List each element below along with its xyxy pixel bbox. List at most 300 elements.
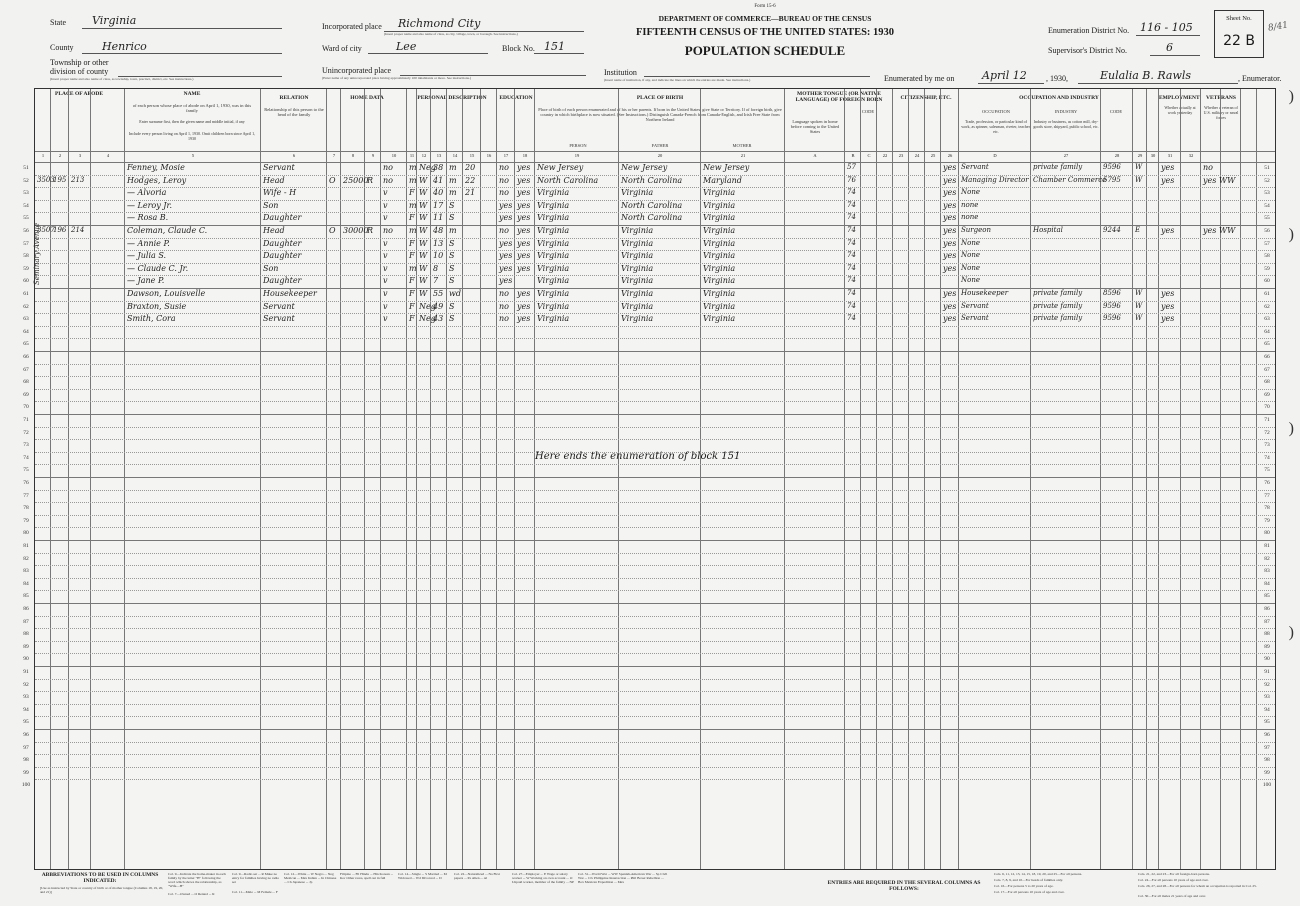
- cell-vet: yes WW: [1203, 175, 1236, 185]
- line-number-right: 73: [1264, 442, 1270, 449]
- column-number: 3: [78, 153, 82, 158]
- cell-bp: Virginia: [537, 276, 570, 286]
- cell-race: W: [419, 188, 428, 198]
- abbrev-col9: Col. 9—Indicate the home-maker in each family by the letter "H" following the word which shows the relationship, as "Wife—H": [168, 872, 226, 888]
- cell-fam: 214: [71, 226, 85, 234]
- cell-fam: 213: [71, 175, 85, 184]
- line-number-right: 87: [1264, 618, 1270, 625]
- cell-eng: yes: [943, 238, 957, 248]
- line-number-left: 80: [23, 530, 29, 537]
- row-rule: [35, 691, 1275, 692]
- cell-mar: m: [449, 175, 457, 185]
- cell-tcode: 74: [847, 301, 856, 310]
- cell-work: yes: [1161, 314, 1175, 324]
- cell-eng: yes: [943, 263, 957, 273]
- enumerator-name: Eulalia B. Rawls: [1100, 69, 1192, 82]
- line-number-left: 73: [23, 442, 29, 449]
- line-number-right: 60: [1264, 278, 1270, 285]
- cell-cls: W: [1135, 175, 1143, 184]
- line-number-right: 97: [1264, 744, 1270, 751]
- sheet-label: Sheet No.: [1226, 15, 1252, 22]
- cell-farm: v: [383, 289, 388, 298]
- cell-work: yes: [1161, 175, 1175, 185]
- department: DEPARTMENT OF COMMERCE—BUREAU OF THE CENSUS: [658, 14, 872, 23]
- relation-description: Relationship of this person to the head of the family: [264, 107, 324, 117]
- entries-5: Cols. 21, 22, and 23—For all foreign-born persons.: [1138, 872, 1210, 876]
- cell-house: 195: [53, 175, 67, 184]
- birth-description: Place of birth of each person enumerated and of his or her parents. If born in the United States, give State or Territory. If of foreign birth, give country in which birthplace is now situated. (See Instructions.) Distinguish Canada-French from Canada-English, and Irish Free State from Northern Ireland: [538, 107, 782, 122]
- cell-sch: yes: [499, 251, 513, 261]
- line-number-left: 100: [21, 782, 31, 789]
- column-rule: [844, 89, 845, 869]
- tongue-description: Language spoken in home before coming to the United States: [790, 119, 840, 134]
- line-number-right: 91: [1264, 669, 1270, 675]
- cell-mar: S: [449, 276, 455, 286]
- cell-eng: yes: [943, 200, 957, 210]
- group-veterans: VETERANS: [1206, 95, 1236, 101]
- occupation-header: OCCUPATION: [981, 109, 1011, 114]
- row-rule: [35, 238, 1275, 239]
- cell-occ: None: [961, 188, 980, 197]
- cell-cls: W: [1135, 314, 1143, 323]
- cell-ind: Chamber Commerce: [1033, 175, 1107, 184]
- cell-bpf: Virginia: [621, 226, 654, 235]
- column-rule: [892, 89, 893, 869]
- line-number-right: 75: [1264, 467, 1270, 474]
- row-rule: [35, 376, 1275, 377]
- row-rule: [35, 338, 1275, 339]
- cell-ocode: 9596: [1103, 314, 1121, 323]
- column-number: 14: [452, 153, 458, 158]
- column-rule: [1180, 89, 1181, 869]
- line-number-right: 67: [1264, 366, 1270, 373]
- cell-mar: S: [449, 301, 455, 311]
- cell-radio: R: [367, 175, 374, 185]
- row-rule: [35, 288, 1275, 289]
- cell-name: — Jane P.: [127, 276, 165, 286]
- column-number: 24: [914, 153, 920, 158]
- line-number-left: 93: [23, 694, 29, 701]
- industry-header: INDUSTRY: [1054, 109, 1078, 114]
- entries-3: Col. 16—For persons 5 to 20 years of age.: [994, 884, 1054, 888]
- cell-bpm: Virginia: [703, 263, 736, 273]
- birth-mother-header: MOTHER: [732, 143, 752, 148]
- cell-own: O: [329, 226, 336, 235]
- cell-age: 13: [433, 238, 444, 248]
- cell-occ: None: [961, 251, 980, 260]
- cell-work: yes: [1161, 289, 1175, 298]
- cell-read: yes: [517, 200, 531, 210]
- cell-sch: yes: [499, 263, 513, 273]
- cell-ocode: 9244: [1103, 226, 1121, 234]
- line-number-left: 74: [23, 454, 29, 461]
- line-number-left: 65: [23, 341, 29, 348]
- row-rule: [35, 502, 1275, 503]
- row-rule: [35, 653, 1275, 654]
- cell-rel: Servant: [263, 314, 295, 324]
- cell-bp: Virginia: [537, 301, 570, 311]
- line-number-left: 89: [23, 643, 29, 650]
- column-rule: [940, 89, 941, 869]
- line-number-right: 88: [1264, 631, 1270, 638]
- line-number-right: 98: [1264, 757, 1270, 764]
- cell-bpf: Virginia: [621, 251, 654, 261]
- cell-occ: Servant: [961, 314, 989, 323]
- line-number-left: 99: [23, 769, 29, 776]
- cell-bpm: Maryland: [703, 175, 742, 185]
- line-number-right: 96: [1264, 732, 1270, 738]
- cell-sch: yes: [499, 238, 513, 248]
- line-number-left: 62: [23, 303, 29, 310]
- row-rule: [35, 313, 1275, 314]
- cell-tcode: 74: [847, 238, 856, 247]
- row-rule: [35, 250, 1275, 251]
- cell-tcode: 74: [847, 289, 856, 297]
- row-rule: [35, 477, 1275, 478]
- cell-name: — Rosa B.: [127, 213, 169, 223]
- abbrev-col31: Col. 31—World War ... WW Spanish-American War ... Sp Civil War ... Civ Philippine Insurrection ... Phil Boxer Rebellion ... Box Mexican Expedition ... Mex: [578, 872, 668, 884]
- group-home-data: HOME DATA: [350, 95, 384, 101]
- cell-race: W: [419, 213, 428, 223]
- cell-read: yes: [517, 263, 531, 273]
- cell-sex: F: [409, 188, 415, 198]
- cell-tcode: 74: [847, 251, 856, 260]
- line-number-right: 79: [1264, 517, 1270, 524]
- row-rule: [35, 704, 1275, 705]
- line-number-left: 58: [23, 253, 29, 260]
- enum-date: April 12: [982, 69, 1027, 82]
- column-rule: [876, 89, 877, 869]
- row-rule: [35, 742, 1275, 743]
- abbrev-title: ABBREVIATIONS TO BE USED IN COLUMNS INDICATED:: [41, 872, 159, 884]
- line-number-left: 75: [23, 467, 29, 474]
- column-rule: [462, 89, 463, 869]
- cell-race: W: [419, 175, 428, 185]
- cell-sex: m: [409, 226, 417, 235]
- line-number-right: 63: [1264, 316, 1270, 323]
- abbrev-col7: Col. 7—Owned ... O Rented ... R: [168, 892, 215, 896]
- cell-cls: E: [1135, 226, 1141, 234]
- line-number-right: 90: [1264, 656, 1270, 663]
- cell-sch: yes: [499, 200, 513, 210]
- cell-farm: v: [383, 251, 388, 261]
- cell-rel: Wife - H: [263, 188, 297, 198]
- cell-race: W: [419, 289, 428, 298]
- line-number-left: 88: [23, 631, 29, 638]
- column-rule: [534, 89, 535, 869]
- cell-sch: no: [499, 188, 509, 198]
- abbrev-col12: Col. 12—White ... W Negro ... Neg Mexican ... Mex Indian ... In Chinese ... Ch Japanese ... Jp: [284, 872, 337, 884]
- cell-read: yes: [517, 163, 531, 172]
- cell-agm: 20: [465, 163, 476, 172]
- cell-age: 41: [433, 175, 444, 185]
- cell-tcode: 76: [847, 175, 856, 184]
- entries-8: Col. 30—For all males 21 years of age and over.: [1138, 894, 1206, 898]
- cell-bpf: Virginia: [621, 276, 654, 286]
- sup-district-label: Supervisor's District No.: [1048, 46, 1127, 55]
- cell-tcode: 74: [847, 276, 856, 285]
- cell-sex: F: [409, 276, 415, 286]
- line-number-right: 54: [1264, 202, 1270, 209]
- cell-tcode: 57: [847, 163, 856, 171]
- column-rule: [380, 89, 381, 869]
- abbrev-col11: Col. 11—Male ... M Female ... F: [232, 890, 278, 894]
- cell-mar: S: [449, 263, 455, 273]
- cell-race: W: [419, 226, 428, 235]
- line-number-left: 55: [23, 215, 29, 222]
- name-instruction-2: Include every person living on April 1, 1930. Omit children born since April 1, 1930: [128, 131, 256, 141]
- cell-read: yes: [517, 289, 531, 298]
- cell-tcode: 74: [847, 263, 856, 272]
- cell-house: 196: [53, 226, 67, 234]
- cell-rel: Servant: [263, 163, 295, 172]
- birth-person-header: PERSON: [569, 143, 587, 148]
- cell-work: yes: [1161, 301, 1175, 311]
- cell-bpm: Virginia: [703, 226, 736, 235]
- column-number: D: [993, 153, 997, 158]
- block-value: 151: [544, 40, 565, 53]
- cell-read: yes: [517, 251, 531, 261]
- column-rule: [260, 89, 261, 869]
- entries-title: ENTRIES ARE REQUIRED IN THE SEVERAL COLUMNS AS FOLLOWS:: [827, 880, 981, 892]
- cell-age: 40: [433, 188, 444, 198]
- column-number: 23: [898, 153, 904, 158]
- line-number-left: 64: [23, 328, 29, 335]
- line-number-right: 59: [1264, 265, 1270, 272]
- abbrev-col9b: Col. 9—Radio set ... R Make no entry for families having no radio set: [232, 872, 280, 884]
- state-label: State: [50, 18, 66, 27]
- cell-occ: Surgeon: [961, 226, 991, 234]
- cell-age: 38: [433, 163, 444, 172]
- line-number-left: 82: [23, 555, 29, 562]
- line-number-left: 69: [23, 391, 29, 398]
- cell-name: Dawson, Louisvelle: [127, 289, 206, 298]
- cell-eng: yes: [943, 289, 957, 298]
- cell-race: W: [419, 263, 428, 273]
- column-number: 21: [740, 153, 746, 158]
- ward-label: Ward of city: [322, 44, 362, 53]
- cell-race: W: [419, 276, 428, 286]
- column-rule: [1240, 89, 1241, 869]
- line-number-left: 63: [23, 316, 29, 323]
- line-number-left: 51: [23, 165, 29, 171]
- column-rule: [958, 89, 959, 869]
- cell-occ: None: [961, 238, 980, 247]
- row-rule: [35, 187, 1275, 188]
- line-number-left: 59: [23, 265, 29, 272]
- incorporated-value: Richmond City: [398, 17, 481, 30]
- line-number-right: 81: [1264, 543, 1270, 549]
- line-number-left: 61: [23, 291, 29, 297]
- row-rule: [35, 439, 1275, 440]
- row-rule: [35, 578, 1275, 579]
- row-rule: [35, 553, 1275, 554]
- unincorporated-note: (Enter name of any unincorporated place having approximately 100 inhabitants or more. See instructions.): [322, 76, 471, 80]
- line-number-left: 56: [23, 228, 29, 234]
- row-rule: [35, 679, 1275, 680]
- column-number: 28: [1114, 153, 1120, 158]
- line-number-right: 62: [1264, 303, 1270, 310]
- column-rule: [514, 89, 515, 869]
- row-rule: [35, 490, 1275, 491]
- abbrev-col22: Col. 22—Naturalized ... Na First papers ... Pa Alien ... Al: [454, 872, 500, 880]
- line-number-right: 77: [1264, 492, 1270, 499]
- row-rule: [35, 590, 1275, 591]
- cell-eng: yes: [943, 175, 957, 185]
- column-rule: [1158, 89, 1159, 869]
- column-rule: [1132, 89, 1133, 869]
- column-rule: [496, 89, 497, 869]
- cell-ind: private family: [1033, 314, 1083, 323]
- row-rule: [35, 729, 1275, 730]
- township-note: (Insert proper name and also name of class, as township, town, precinct, district, etc. See instructions.): [50, 77, 194, 81]
- cell-bp: Virginia: [537, 314, 570, 324]
- cell-agm: 22: [465, 175, 476, 185]
- cell-bpf: North Carolina: [621, 175, 683, 185]
- column-rule: [1030, 89, 1031, 869]
- column-number: 4: [106, 153, 110, 158]
- county-label: County: [50, 43, 74, 52]
- cell-occ: None: [961, 263, 980, 272]
- cell-rel: Head: [263, 175, 285, 185]
- entries-1: Cols. 6, 11, 12, 13, 14, 15, 18, 19, 20, and 25—For all persons.: [994, 872, 1083, 876]
- cell-sex: F: [409, 251, 415, 261]
- cell-sex: F: [409, 314, 415, 324]
- industry-description: Industry or business, as cotton mill, dry-goods store, shipyard, public school, etc.: [1033, 119, 1099, 129]
- cell-ocode: 8596: [1103, 289, 1121, 297]
- cell-bpm: Virginia: [703, 238, 736, 248]
- cell-rel: Son: [263, 200, 279, 210]
- cell-sch: yes: [499, 276, 513, 286]
- cell-bpf: North Carolina: [621, 200, 683, 210]
- group-tongue: MOTHER TONGUE (OR NATIVE LANGUAGE) OF FOREIGN BORN: [795, 91, 883, 103]
- cell-street: 3503: [37, 175, 55, 184]
- line-number-left: 91: [23, 669, 29, 675]
- cell-mar: wd: [449, 289, 461, 298]
- cell-eng: yes: [943, 314, 957, 324]
- column-rule: [700, 89, 701, 869]
- line-number-right: 68: [1264, 379, 1270, 386]
- occ-code-header: CODE: [1109, 109, 1123, 114]
- cell-bpm: New Jersey: [703, 163, 750, 172]
- column-number: 18: [522, 153, 528, 158]
- column-number: 9: [371, 153, 375, 158]
- cell-farm: no: [383, 226, 393, 235]
- group-employment: EMPLOYMENT: [1159, 95, 1200, 101]
- document-subtitle: POPULATION SCHEDULE: [684, 43, 846, 58]
- group-occupation: OCCUPATION AND INDUSTRY: [1019, 95, 1099, 101]
- row-rule: [35, 464, 1275, 465]
- sup-district-value: 6: [1166, 41, 1173, 54]
- binding-mark-lower: ): [1288, 624, 1294, 641]
- cell-radio: R: [367, 226, 374, 235]
- line-number-left: 53: [23, 190, 29, 197]
- cell-read: yes: [517, 238, 531, 248]
- cell-sch: no: [499, 226, 509, 235]
- line-number-left: 78: [23, 505, 29, 512]
- cell-name: — Alvoria: [127, 188, 167, 198]
- line-number-right: 61: [1264, 291, 1270, 297]
- column-rule: [326, 89, 327, 869]
- row-rule: [35, 515, 1275, 516]
- column-rule: [406, 89, 407, 869]
- line-number-right: 66: [1264, 354, 1270, 360]
- column-number: 11: [409, 153, 415, 158]
- cell-age: 7: [433, 276, 439, 286]
- group-citizenship: CITIZENSHIP, ETC.: [900, 95, 952, 101]
- line-number-right: 51: [1264, 165, 1270, 171]
- group-birth: PLACE OF BIRTH: [636, 95, 684, 101]
- row-rule: [35, 603, 1275, 604]
- column-rule: [430, 89, 431, 869]
- column-number: 30: [1150, 153, 1156, 158]
- cell-bpf: Virginia: [621, 314, 654, 324]
- line-number-right: 69: [1264, 391, 1270, 398]
- cell-bpm: Virginia: [703, 200, 736, 210]
- abbrev-col14: Col. 14—Single ... S Married ... M Widowed ... Wd Divorced ... D: [398, 872, 447, 880]
- column-rule: [50, 89, 51, 869]
- line-number-right: 78: [1264, 505, 1270, 512]
- line-number-left: 70: [23, 404, 29, 411]
- line-number-right: 52: [1264, 177, 1270, 184]
- column-rule: [860, 89, 861, 869]
- line-number-right: 53: [1264, 190, 1270, 197]
- cell-bp: Virginia: [537, 188, 570, 198]
- row-rule: [35, 754, 1275, 755]
- document-title: FIFTEENTH CENSUS OF THE UNITED STATES: 1930: [635, 27, 895, 38]
- cell-farm: v: [383, 213, 388, 223]
- cell-age: 49: [433, 301, 444, 311]
- name-instruction: Enter surname first, then the given name and middle initial, if any: [139, 119, 245, 124]
- column-number: 19: [574, 153, 580, 158]
- line-number-left: 67: [23, 366, 29, 373]
- binding-mark-upper: ): [1288, 226, 1294, 243]
- cell-read: yes: [517, 188, 531, 198]
- row-rule: [35, 263, 1275, 264]
- population-grid: [21, 88, 1276, 870]
- line-number-left: 54: [23, 202, 29, 209]
- employment-description: Whether actually at work yesterday: [1164, 105, 1196, 115]
- cell-sex: F: [409, 213, 415, 223]
- column-number: 1: [41, 153, 45, 158]
- line-number-right: 74: [1264, 454, 1270, 461]
- cell-ocode: 5795: [1103, 175, 1121, 184]
- column-number: 5: [191, 153, 195, 158]
- column-number: 7: [332, 153, 336, 158]
- column-rule: [1256, 89, 1257, 869]
- line-number-right: 56: [1264, 228, 1270, 234]
- cell-rel: Daughter: [263, 213, 302, 223]
- cell-bp: North Carolina: [537, 175, 599, 185]
- row-rule: [35, 414, 1275, 415]
- cell-sex: F: [409, 238, 415, 248]
- cell-name: Braxton, Susie: [127, 301, 187, 311]
- line-number-right: 76: [1264, 480, 1270, 486]
- cell-vet: no: [1203, 163, 1213, 172]
- cell-age: 17: [433, 200, 444, 210]
- tongue-code-header: CODE: [861, 109, 875, 114]
- column-rule: [1146, 89, 1147, 869]
- cell-name: — Leroy Jr.: [127, 200, 172, 210]
- row-rule: [35, 540, 1275, 541]
- cell-occ: Servant: [961, 301, 989, 310]
- cell-tcode: 74: [847, 188, 856, 197]
- column-number: 8: [351, 153, 355, 158]
- cell-tcode: 74: [847, 213, 856, 222]
- cell-farm: no: [383, 163, 393, 172]
- cell-occ: None: [961, 276, 980, 285]
- cell-rel: Daughter: [263, 251, 302, 261]
